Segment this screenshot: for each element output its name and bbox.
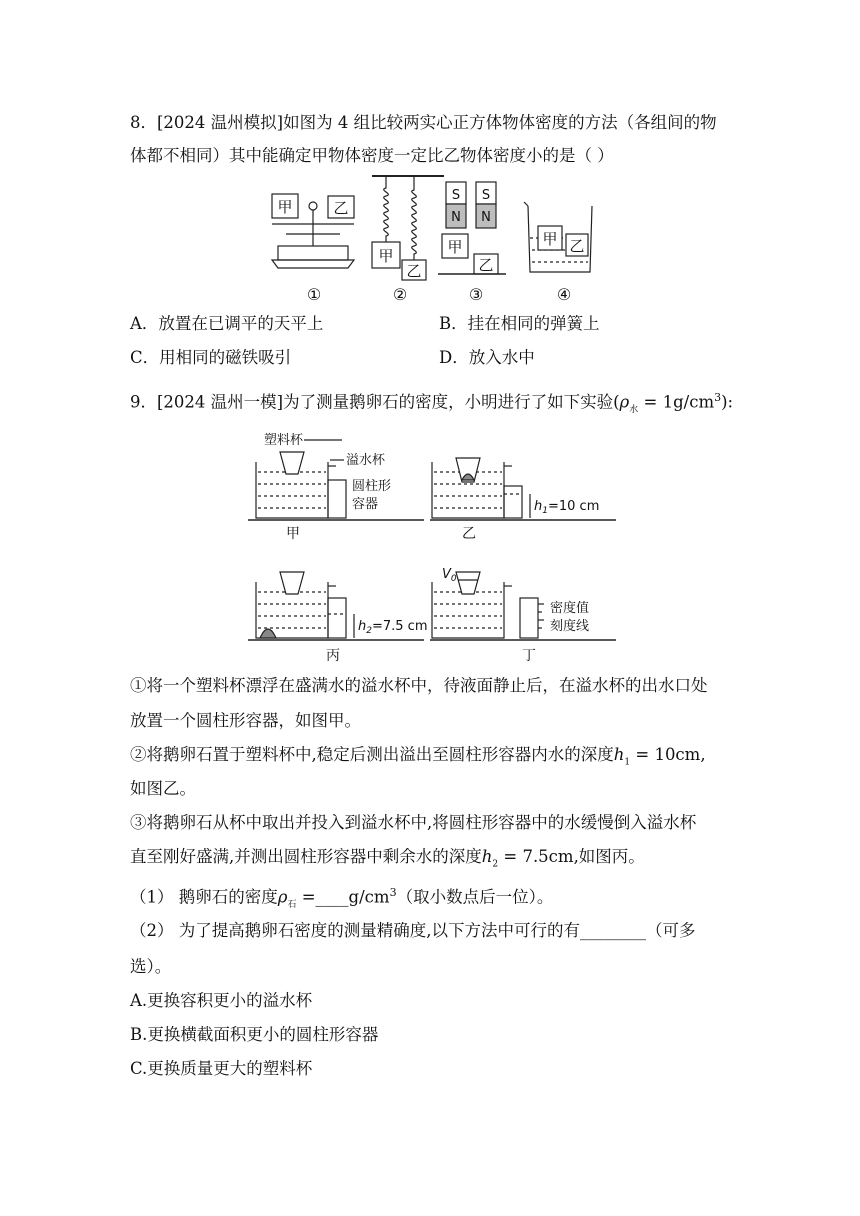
q9-sub2-line2: 选）。	[130, 957, 172, 976]
fig-label-3: ③	[468, 285, 484, 304]
label-density-scale-1: 密度值	[550, 601, 590, 616]
q9-step2-sub: 1	[624, 757, 631, 768]
label-density-scale-2: 刻度线	[550, 619, 590, 634]
q9-figure	[246, 422, 616, 667]
spring-right	[412, 176, 417, 260]
fig-label-2: ②	[392, 285, 408, 304]
q9-sub1-rho-sub: 石	[287, 899, 297, 910]
plastic-cup-bing	[280, 572, 304, 594]
label-jia-1: 甲	[277, 198, 293, 216]
q9-step2-text: ②将鹅卵石置于塑料杯中,稳定后测出溢出至圆柱形容器内水的深度	[130, 745, 614, 764]
q9-stem-a: 9．[2024 温州一模]为了测量鹅卵石的密度，小明进行了如下实验(	[130, 392, 620, 412]
q8-option-d: D．放入水中	[439, 348, 535, 367]
q9-sub1-sup: 3	[389, 886, 397, 899]
q9-step3-line2	[130, 846, 645, 875]
label-jia-2: 甲	[378, 247, 394, 265]
q9-step1-line1: ①将一个塑料杯漂浮在盛满水的溢水杯中，待液面静止后，在溢水杯的出水口处	[130, 676, 708, 695]
q9-sub1	[130, 882, 553, 916]
balance-foot	[272, 260, 354, 268]
q9-step1-line2: 放置一个圆柱形容器，如图甲。	[130, 711, 361, 730]
q9-step3-h: h	[481, 847, 493, 866]
balance-knob	[309, 202, 317, 210]
q9-step3-line1: ③将鹅卵石从杯中取出并投入到溢水杯中,将圆柱形容器中的水缓慢倒入溢水杯	[130, 813, 697, 832]
cylinder-bing	[328, 598, 346, 638]
q9-sub1-tail: （取小数点后一位）。	[396, 887, 554, 907]
q8-option-b: B．挂在相同的弹簧上	[439, 314, 600, 333]
beaker-lip	[524, 202, 528, 206]
plastic-cup-jia	[280, 452, 304, 474]
label-h1: $h_1=10$ cm	[534, 499, 600, 516]
caption-ding: 丁	[522, 648, 536, 664]
label-overflow-cup: 溢水杯	[346, 453, 386, 468]
label-magnet-n-1: N	[451, 210, 461, 225]
q9-stem-b: = 1g/cm	[638, 392, 715, 412]
q9-option-c: C.更换质量更大的塑料杯	[130, 1059, 313, 1078]
q8-stem-line2: 体都不相同）其中能确定甲物体密度一定比乙物体密度小的是（ ）	[130, 146, 614, 165]
q9-step2-value: = 10cm,	[630, 745, 706, 764]
label-magnet-s-2: S	[481, 188, 491, 203]
cylinder-yi	[504, 486, 522, 518]
q9-step2-line2: 如图乙。	[130, 779, 196, 798]
q9-step3-text: 直至刚好盛满,并测出圆柱形容器中剩余水的深度	[130, 847, 482, 866]
q9-sub1-text: （1） 鹅卵石的密度	[130, 887, 278, 907]
caption-jia: 甲	[286, 526, 300, 542]
q9-option-b: B.更换横截面积更小的圆柱形容器	[130, 1025, 379, 1044]
cylinder-jia	[328, 480, 346, 518]
q9-sub1-rho: ρ	[277, 887, 288, 907]
label-v0: $V_0$	[442, 567, 457, 584]
label-cylinder-1: 圆柱形	[352, 479, 392, 494]
q9-rho-sub: 水	[629, 404, 639, 415]
q9-stem-c: ):	[721, 392, 734, 412]
q8-figure	[262, 168, 602, 308]
caption-yi: 乙	[462, 526, 476, 542]
pebble-bing	[260, 629, 276, 638]
cylinder-ding	[520, 598, 538, 638]
label-jia-4: 甲	[542, 230, 558, 248]
label-yi-4: 乙	[569, 237, 585, 255]
q9-sub2-line1: （2） 为了提高鹅卵石密度的测量精确度,以下方法中可行的有________（可多	[130, 921, 696, 940]
q8-stem-line1: 8．[2024 温州模拟]如图为 4 组比较两实心正方体物体密度的方法（各组间的物	[130, 113, 717, 132]
q9-option-a: A.更换容积更小的溢水杯	[130, 991, 313, 1010]
caption-bing: 丙	[326, 648, 340, 664]
q8-option-c: C．用相同的磁铁吸引	[130, 348, 292, 367]
q9-step3-sub: 2	[492, 859, 499, 870]
fig-label-1: ①	[306, 285, 322, 304]
label-magnet-s-1: S	[451, 188, 461, 203]
label-cylinder-2: 容器	[352, 497, 379, 512]
label-yi-2: 乙	[406, 262, 422, 280]
q9-sub1-blank: =____g/cm	[296, 887, 390, 907]
q9-rho: ρ	[619, 392, 630, 412]
plastic-cup-ding	[456, 572, 480, 594]
label-jia-3: 甲	[447, 238, 463, 256]
label-yi-3: 乙	[478, 256, 494, 274]
balance-base	[278, 246, 348, 260]
q9-step2-h: h	[613, 745, 625, 764]
label-plastic-cup: 塑料杯	[264, 433, 304, 448]
label-h2: $h_2=7.5$ cm	[358, 619, 428, 636]
label-magnet-n-2: N	[481, 210, 491, 225]
spring-left	[384, 176, 389, 242]
fig-label-4: ④	[556, 285, 572, 304]
q9-step2-line1	[130, 744, 706, 773]
q8-option-a: A．放置在已调平的天平上	[130, 314, 324, 333]
label-yi-1: 乙	[333, 199, 349, 217]
q9-step3-value: = 7.5cm,如图丙。	[498, 847, 645, 866]
q9-stem-sup: 3	[714, 391, 722, 404]
q9-stem	[130, 387, 733, 421]
